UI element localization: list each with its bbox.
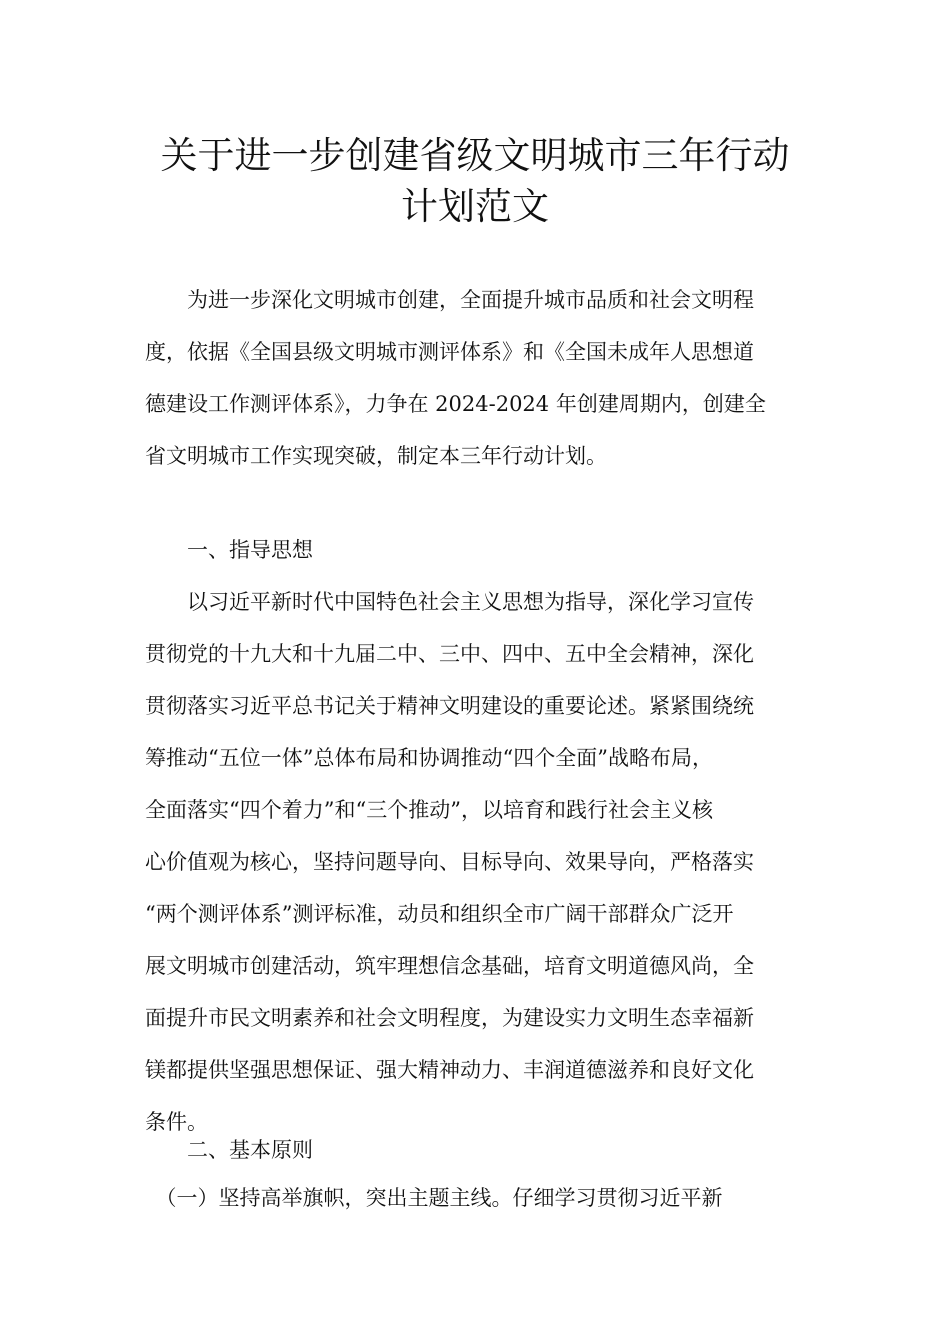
text-line: 二、基本原则 <box>145 1138 313 1162</box>
text-line: 条件。 <box>145 1110 208 1134</box>
text-line: 面提升市民文明素养和社会文明程度，为建设实力文明生态幸福新 <box>145 1006 754 1030</box>
text-line: 贯彻落实习近平总书记关于精神文明建设的重要论述。紧紧围绕统 <box>145 694 754 718</box>
text-line: 全面落实“四个着力”和“三个推动”，以培育和践行社会主义核 <box>145 798 713 822</box>
text-line: 德建设工作测评体系》，力争在 2024-2024 年创建周期内，创建全 <box>145 392 766 416</box>
text-line: 贯彻党的十九大和十九届二中、三中、四中、五中全会精神，深化 <box>145 642 754 666</box>
section-two-heading <box>145 1124 805 1176</box>
text-line: 一、指导思想 <box>145 538 313 562</box>
text-line: “两个测评体系”测评标准，动员和组织全市广阔干部群众广泛开 <box>145 902 734 926</box>
section-one-paragraph <box>145 576 805 1148</box>
section-two-paragraph <box>145 1172 805 1224</box>
text-line: 为进一步深化文明城市创建，全面提升城市品质和社会文明程 <box>145 288 754 312</box>
text-line: 度，依据《全国县级文明城市测评体系》和《全国未成年人思想道 <box>145 340 754 364</box>
text-line: （一）坚持高举旗帜，突出主题主线。仔细学习贯彻习近平新 <box>145 1186 723 1210</box>
text-line: 筹推动“五位一体”总体布局和协调推动“四个全面”战略布局， <box>145 746 713 770</box>
document-title-line-1: 关于进一步创建省级文明城市三年行动 <box>160 134 790 177</box>
section-one-heading <box>145 524 805 576</box>
text-line: 以习近平新时代中国特色社会主义思想为指导，深化学习宣传 <box>145 590 754 614</box>
text-line: 心价值观为核心，坚持问题导向、目标导向、效果导向，严格落实 <box>145 850 754 874</box>
text-line: 镁都提供坚强思想保证、强大精神动力、丰润道德滋养和良好文化 <box>145 1058 754 1082</box>
text-line: 展文明城市创建活动，筑牢理想信念基础，培育文明道德风尚，全 <box>145 954 754 978</box>
intro-paragraph <box>145 274 805 482</box>
text-line: 省文明城市工作实现突破，制定本三年行动计划。 <box>145 444 607 468</box>
document-title-line-2: 计划范文 <box>401 185 549 228</box>
